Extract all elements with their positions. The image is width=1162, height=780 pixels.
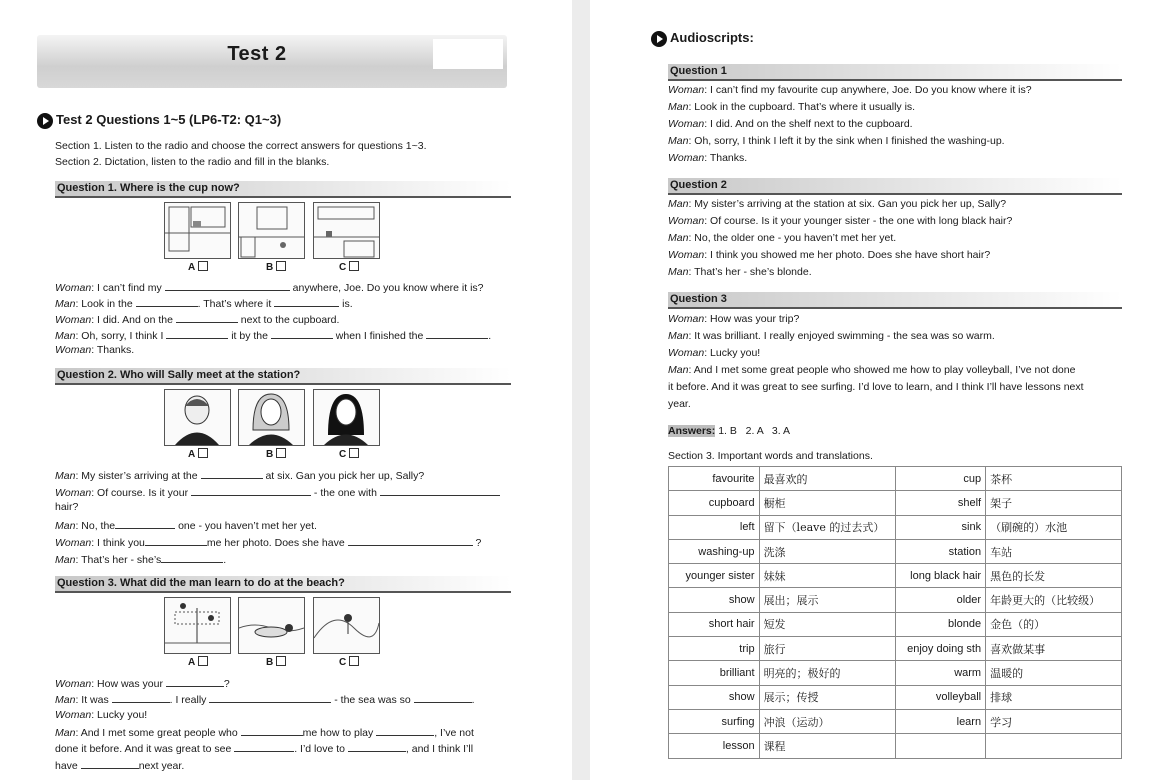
vocabulary-table <box>668 466 1122 759</box>
blank[interactable] <box>115 518 175 529</box>
q3-line-5: done it before. And it was great to see . I’d love to , and I think I’ll <box>55 743 474 755</box>
script-q3-line-4: Man: And I met some great people who showed me how to play volleyball, I’ve not done <box>668 364 1076 376</box>
vocab-row <box>669 491 1122 515</box>
q1-line-4: Man: Oh, sorry, I think I it by the when I finished the . <box>55 330 492 342</box>
script-q1-line-4: Man: Oh, sorry, I think I left it by the sink when I finished the washing-up. <box>668 135 1005 147</box>
vocab-translation <box>986 734 1122 758</box>
blank[interactable] <box>161 552 223 563</box>
blank[interactable] <box>176 312 238 323</box>
vocab-translation: 茶杯 <box>986 467 1122 491</box>
script-q1-heading: Question 1 <box>668 64 1122 81</box>
blank[interactable] <box>348 535 473 546</box>
vocab-word: station <box>895 539 986 563</box>
vocab-word: show <box>669 588 760 612</box>
vocab-word: left <box>669 515 760 539</box>
blank[interactable] <box>414 692 472 703</box>
play-bullet-icon <box>37 113 53 129</box>
vocab-word: trip <box>669 637 760 661</box>
vocab-row <box>669 685 1122 709</box>
choice-c[interactable]: C <box>339 656 359 668</box>
vocab-translation: 旅行 <box>759 637 895 661</box>
q1-heading: Question 1. Where is the cup now? <box>55 181 511 198</box>
choice-b[interactable]: B <box>266 261 286 273</box>
script-q1-line-1: Woman: I can’t find my favourite cup anywhere, Joe. Do you know where it is? <box>668 84 1032 96</box>
q2-line-2: Woman: Of course. Is it your - the one with <box>55 485 500 499</box>
vocab-translation: 学习 <box>986 709 1122 733</box>
vocab-row <box>669 515 1122 539</box>
script-q2-line-3: Man: No, the older one - you haven’t met her yet. <box>668 232 897 244</box>
q2-line-3: Man: No, the one - you haven’t met her yet. <box>55 520 317 532</box>
blank[interactable] <box>234 741 294 752</box>
section-heading: Test 2 Questions 1~5 (LP6-T2: Q1~3) <box>37 112 281 129</box>
q1-line-3: Woman: I did. And on the next to the cupboard. <box>55 314 340 326</box>
script-q2-heading: Question 2 <box>668 178 1122 195</box>
blank[interactable] <box>271 328 333 339</box>
script-q3-heading: Question 3 <box>668 292 1122 309</box>
q1-line-1: Woman: I can’t find my anywhere, Joe. Do you know where it is? <box>55 282 484 294</box>
blank[interactable] <box>81 758 139 769</box>
choice-a[interactable]: A <box>188 261 208 273</box>
title-banner <box>37 35 507 88</box>
script-q3-line-1: Woman: How was your trip? <box>668 313 800 325</box>
vocab-translation: 喜欢做某事 <box>986 637 1122 661</box>
instruction-2: Section 2. Dictation, listen to the radio and fill in the blanks. <box>55 156 330 168</box>
q2-line-1: Man: My sister’s arriving at the at six. Gan you pick her up, Sally? <box>55 470 425 482</box>
answers-label: Answers: <box>668 425 716 437</box>
answers-line <box>668 425 790 437</box>
kitchen-image-c <box>313 202 380 259</box>
blank[interactable] <box>136 296 198 307</box>
choice-a[interactable]: A <box>188 656 208 668</box>
vocab-word: cupboard <box>669 491 760 515</box>
swimming-image-b <box>238 597 305 654</box>
vocab-translation: 展出；展示 <box>759 588 895 612</box>
blank[interactable] <box>209 692 331 703</box>
blank[interactable] <box>166 676 224 687</box>
choice-c[interactable]: C <box>339 261 359 273</box>
q3-line-3: Woman: Lucky you! <box>55 709 148 721</box>
vocab-word: older <box>895 588 986 612</box>
vocab-word: sink <box>895 515 986 539</box>
vocab-word: washing-up <box>669 539 760 563</box>
script-q3-line-6: year. <box>668 398 691 410</box>
vocab-translation: 车站 <box>986 539 1122 563</box>
q2-line-5: Man: That’s her - she’s . <box>55 554 227 566</box>
q2-line-4: Woman: I think you me her photo. Does she have ? <box>55 537 482 549</box>
blank[interactable] <box>201 468 263 479</box>
vocab-row <box>669 612 1122 636</box>
q2-heading: Question 2. Who will Sally meet at the station? <box>55 368 511 385</box>
choice-c[interactable]: C <box>339 448 359 460</box>
surfing-image-c <box>313 597 380 654</box>
blank[interactable] <box>145 535 207 546</box>
vocab-word: volleyball <box>895 685 986 709</box>
vocab-translation: 黑色的长发 <box>986 564 1122 588</box>
vocab-row <box>669 661 1122 685</box>
vocab-word: favourite <box>669 467 760 491</box>
vocab-row <box>669 734 1122 758</box>
blank[interactable] <box>376 725 434 736</box>
vocab-row <box>669 588 1122 612</box>
script-q2-line-2: Woman: Of course. Is it your younger sister - the one with long black hair? <box>668 215 1013 227</box>
q3-line-4: Man: And I met some great people who me how to play , I’ve not <box>55 727 474 739</box>
blank[interactable] <box>166 328 228 339</box>
vocab-translation: 留下（leave 的过去式） <box>759 515 895 539</box>
vocab-word: enjoy doing sth <box>895 637 986 661</box>
script-q1-line-5: Woman: Thanks. <box>668 152 748 164</box>
vocab-translation: 明亮的；极好的 <box>759 661 895 685</box>
vocab-row <box>669 564 1122 588</box>
vocab-translation: 课程 <box>759 734 895 758</box>
volleyball-image-a <box>164 597 231 654</box>
vocab-translation: （刷碗的）水池 <box>986 515 1122 539</box>
instruction-1: Section 1. Listen to the radio and choose the correct answers for questions 1~3. <box>55 140 427 152</box>
vocab-translation: 冲浪（运动） <box>759 709 895 733</box>
page-title: Test 2 <box>227 43 287 65</box>
q1-line-5: Woman: Thanks. <box>55 344 135 356</box>
answers-text: 1. B 2. A 3. A <box>718 425 790 437</box>
script-q1-line-3: Woman: I did. And on the shelf next to the cupboard. <box>668 118 913 130</box>
blank[interactable] <box>274 296 339 307</box>
vocab-translation: 架子 <box>986 491 1122 515</box>
vocab-row <box>669 637 1122 661</box>
vocab-word: warm <box>895 661 986 685</box>
vocab-row <box>669 539 1122 563</box>
blank[interactable] <box>112 692 170 703</box>
woman-portrait-c <box>313 389 380 446</box>
vocab-translation: 金色（的） <box>986 612 1122 636</box>
q3-heading: Question 3. What did the man learn to do at the beach? <box>55 576 511 593</box>
vocab-word: learn <box>895 709 986 733</box>
vocab-row <box>669 709 1122 733</box>
vocab-word: shelf <box>895 491 986 515</box>
vocab-word: long black hair <box>895 564 986 588</box>
vocab-word: cup <box>895 467 986 491</box>
play-bullet-icon <box>651 31 667 47</box>
vocab-word: surfing <box>669 709 760 733</box>
kitchen-image-b <box>238 202 305 259</box>
woman-portrait-a <box>164 389 231 446</box>
q2-line-2b: hair? <box>55 501 79 513</box>
vocab-translation: 短发 <box>759 612 895 636</box>
blank[interactable] <box>241 725 303 736</box>
script-q1-line-2: Man: Look in the cupboard. That’s where it usually is. <box>668 101 916 113</box>
vocab-translation: 妹妹 <box>759 564 895 588</box>
choice-b[interactable]: B <box>266 656 286 668</box>
blank[interactable] <box>165 280 290 291</box>
vocab-word: lesson <box>669 734 760 758</box>
kitchen-image-a <box>164 202 231 259</box>
vocab-translation: 最喜欢的 <box>759 467 895 491</box>
script-q3-line-3: Woman: Lucky you! <box>668 347 761 359</box>
blank[interactable] <box>426 328 488 339</box>
vocab-translation: 橱柜 <box>759 491 895 515</box>
vocab-word: younger sister <box>669 564 760 588</box>
vocab-translation: 展示；传授 <box>759 685 895 709</box>
blank[interactable] <box>348 741 406 752</box>
choice-b[interactable]: B <box>266 448 286 460</box>
section-3-heading: Section 3. Important words and translations. <box>668 450 873 462</box>
script-q3-line-2: Man: It was brilliant. I really enjoyed swimming - the sea was so warm. <box>668 330 995 342</box>
vocab-translation: 洗涤 <box>759 539 895 563</box>
script-q2-line-1: Man: My sister’s arriving at the station at six. Gan you pick her up, Sally? <box>668 198 1007 210</box>
vocab-word: brilliant <box>669 661 760 685</box>
vocab-word <box>895 734 986 758</box>
audioscripts-heading: Audioscripts: <box>651 30 754 47</box>
q1-line-2: Man: Look in the . That’s where it is. <box>55 298 353 310</box>
vocab-word: short hair <box>669 612 760 636</box>
woman-portrait-b <box>238 389 305 446</box>
vocab-word: blonde <box>895 612 986 636</box>
vocab-row <box>669 467 1122 491</box>
q3-line-2: Man: It was . I really - the sea was so . <box>55 694 475 706</box>
script-q3-line-5: it before. And it was great to see surfing. I’d love to learn, and I think I’ll have lessons next <box>668 381 1084 393</box>
script-q2-line-5: Man: That’s her - she’s blonde. <box>668 266 812 278</box>
vocab-translation: 排球 <box>986 685 1122 709</box>
blank[interactable] <box>380 485 500 496</box>
vocab-translation: 年龄更大的（比较级） <box>986 588 1122 612</box>
script-q2-line-4: Woman: I think you showed me her photo. Does she have short hair? <box>668 249 991 261</box>
q3-line-1: Woman: How was your ? <box>55 678 230 690</box>
blank[interactable] <box>191 485 311 496</box>
vocab-word: show <box>669 685 760 709</box>
vocab-translation: 温暖的 <box>986 661 1122 685</box>
q3-line-6: have next year. <box>55 760 185 772</box>
choice-a[interactable]: A <box>188 448 208 460</box>
